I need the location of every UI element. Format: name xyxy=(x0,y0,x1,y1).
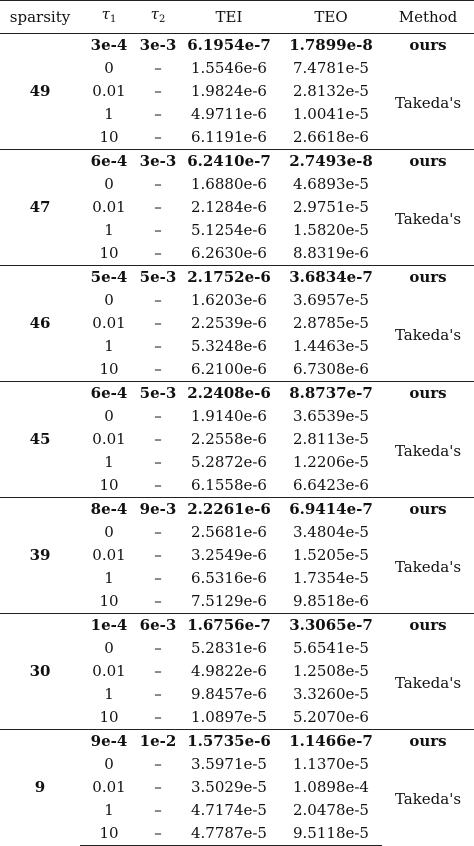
tau2-cell: 5e-3 xyxy=(138,382,178,406)
tei-cell: 3.5971e-5 xyxy=(191,755,267,773)
teo-cell: 1.4463e-5 xyxy=(293,337,369,355)
tei-cell: 6.2410e-7 xyxy=(178,150,280,174)
method-cell-ours: ours xyxy=(382,382,474,406)
header-tau2 xyxy=(138,1,178,34)
tau2-cell: – xyxy=(154,569,162,587)
tau1-cell: 10 xyxy=(99,592,119,610)
tau2-cell: – xyxy=(138,822,178,846)
sparsity-cell: 39 xyxy=(0,498,80,614)
tau1-cell: 0.01 xyxy=(92,82,126,100)
teo-cell: 5.6541e-5 xyxy=(293,639,369,657)
tei-cell: 5.2872e-6 xyxy=(191,453,267,471)
sparsity-group xyxy=(0,34,474,150)
tau2-cell: – xyxy=(154,592,162,610)
teo-cell: 3.6834e-7 xyxy=(280,266,382,290)
ours-row xyxy=(0,730,474,754)
tei-cell: 7.5129e-6 xyxy=(191,592,267,610)
teo-cell: 2.8785e-5 xyxy=(293,314,369,332)
teo-cell: 1.5820e-5 xyxy=(293,221,369,239)
teo-cell: 2.6618e-6 xyxy=(293,128,369,146)
tau2-cell: – xyxy=(154,778,162,796)
tau1-cell: 1 xyxy=(104,569,114,587)
tau1-cell: 0 xyxy=(104,639,114,657)
tau2-cell: – xyxy=(154,337,162,355)
tau1-cell: 3e-4 xyxy=(80,34,138,58)
method-cell-takeda: Takeda's xyxy=(394,557,462,576)
teo-cell: 2.0478e-5 xyxy=(293,801,369,819)
tau2-cell: – xyxy=(154,685,162,703)
method-cell-ours: ours xyxy=(382,150,474,174)
tei-cell: 1.0897e-5 xyxy=(191,708,267,726)
tau2-cell: – xyxy=(154,198,162,216)
tei-cell: 5.1254e-6 xyxy=(191,221,267,239)
tei-cell: 6.2630e-6 xyxy=(191,244,267,262)
tau2-cell: – xyxy=(154,430,162,448)
tau2-cell: – xyxy=(154,476,162,494)
sparsity-cell: 46 xyxy=(0,266,80,382)
sparsity-cell: 30 xyxy=(0,614,80,730)
tau2-cell: – xyxy=(154,175,162,193)
tau2-cell: 1e-2 xyxy=(138,730,178,754)
teo-cell: 1.2508e-5 xyxy=(293,662,369,680)
method-cell-takeda: Takeda's xyxy=(394,93,462,112)
tei-cell: 5.3248e-6 xyxy=(191,337,267,355)
tau1-cell: 0 xyxy=(104,407,114,425)
tei-cell: 1.5735e-6 xyxy=(178,730,280,754)
teo-cell: 5.2070e-6 xyxy=(293,708,369,726)
tei-cell: 2.5681e-6 xyxy=(191,523,267,541)
teo-cell: 8.8319e-6 xyxy=(293,244,369,262)
teo-cell: 3.3065e-7 xyxy=(280,614,382,638)
teo-cell: 1.5205e-5 xyxy=(293,546,369,564)
teo-cell: 8.8737e-7 xyxy=(280,382,382,406)
tau2-cell: 6e-3 xyxy=(138,614,178,638)
tau1-cell: 10 xyxy=(99,476,119,494)
tei-cell: 2.2539e-6 xyxy=(191,314,267,332)
tau2-cell: – xyxy=(154,708,162,726)
method-cell-takeda: Takeda's xyxy=(394,441,462,460)
tau2-cell: – xyxy=(154,105,162,123)
tei-cell: 6.1558e-6 xyxy=(191,476,267,494)
tau1-cell: 6e-4 xyxy=(80,150,138,174)
tau2-cell: 5e-3 xyxy=(138,266,178,290)
tau1-cell: 1 xyxy=(104,337,114,355)
teo-cell: 1.1370e-5 xyxy=(293,755,369,773)
header-tau1 xyxy=(80,1,138,34)
tau1-cell: 8e-4 xyxy=(80,498,138,522)
tei-cell: 4.9822e-6 xyxy=(191,662,267,680)
tau2-cell: – xyxy=(154,221,162,239)
tau1-cell: 1 xyxy=(104,105,114,123)
method-cell-takeda: Takeda's xyxy=(394,673,462,692)
tau1-cell: 10 xyxy=(99,360,119,378)
sparsity-cell: 49 xyxy=(0,34,80,150)
method-cell-takeda: Takeda's xyxy=(394,789,462,808)
tei-cell: 1.6203e-6 xyxy=(191,291,267,309)
tei-cell: 6.1191e-6 xyxy=(191,128,267,146)
tau2-cell: – xyxy=(154,755,162,773)
tau2-cell: – xyxy=(154,801,162,819)
teo-cell: 2.8113e-5 xyxy=(293,430,369,448)
tau2-cell: – xyxy=(154,128,162,146)
tei-cell: 1.6756e-7 xyxy=(178,614,280,638)
tau1-cell: 0 xyxy=(104,755,114,773)
tei-cell: 6.2100e-6 xyxy=(191,360,267,378)
tau2-cell: – xyxy=(154,291,162,309)
tau1-cell: 10 xyxy=(80,822,138,846)
tau2-subscript: 2 xyxy=(158,14,166,25)
teo-cell: 3.6539e-5 xyxy=(293,407,369,425)
tau1-cell: 0 xyxy=(104,291,114,309)
teo-cell: 3.6957e-5 xyxy=(293,291,369,309)
tau1-cell: 10 xyxy=(99,244,119,262)
tei-cell: 2.2408e-6 xyxy=(178,382,280,406)
teo-cell: 9.5118e-5 xyxy=(280,822,382,846)
method-cell-takeda: Takeda's xyxy=(394,325,462,344)
teo-cell: 1.0898e-4 xyxy=(293,778,369,796)
tei-cell: 4.7787e-5 xyxy=(178,822,280,846)
teo-cell: 3.4804e-5 xyxy=(293,523,369,541)
tau1-cell: 0.01 xyxy=(92,546,126,564)
teo-cell: 2.9751e-5 xyxy=(293,198,369,216)
tau2-cell: – xyxy=(154,546,162,564)
tei-cell: 5.2831e-6 xyxy=(191,639,267,657)
tau1-cell: 1 xyxy=(104,801,114,819)
tau2-symbol: τ xyxy=(150,5,159,23)
tei-cell: 1.9824e-6 xyxy=(191,82,267,100)
teo-cell: 4.6893e-5 xyxy=(293,175,369,193)
tau1-subscript: 1 xyxy=(109,14,117,25)
tei-cell: 4.9711e-6 xyxy=(191,105,267,123)
tau1-cell: 0 xyxy=(104,523,114,541)
sparsity-cell: 47 xyxy=(0,150,80,266)
tau1-cell: 1 xyxy=(104,453,114,471)
tau1-cell: 5e-4 xyxy=(80,266,138,290)
tau1-cell: 0.01 xyxy=(92,662,126,680)
tau2-cell: 3e-3 xyxy=(138,34,178,58)
teo-cell: 2.8132e-5 xyxy=(293,82,369,100)
tau2-cell: – xyxy=(154,639,162,657)
ours-row xyxy=(0,266,474,290)
method-cell-ours: ours xyxy=(382,498,474,522)
tei-cell: 1.6880e-6 xyxy=(191,175,267,193)
sparsity-group xyxy=(0,382,474,498)
tei-cell: 2.2261e-6 xyxy=(178,498,280,522)
teo-cell: 9.8518e-6 xyxy=(293,592,369,610)
tau1-symbol: τ xyxy=(101,5,110,23)
tei-cell: 2.1284e-6 xyxy=(191,198,267,216)
tau1-cell: 10 xyxy=(99,708,119,726)
tei-cell: 6.5316e-6 xyxy=(191,569,267,587)
teo-cell: 6.7308e-6 xyxy=(293,360,369,378)
tau2-cell: – xyxy=(154,523,162,541)
tau2-cell: – xyxy=(154,244,162,262)
tei-cell: 4.7174e-5 xyxy=(191,801,267,819)
method-cell-ours: ours xyxy=(382,730,474,754)
sparsity-group xyxy=(0,614,474,730)
ours-row xyxy=(0,382,474,406)
sparsity-group xyxy=(0,498,474,614)
teo-cell: 7.4781e-5 xyxy=(293,59,369,77)
teo-cell: 1.0041e-5 xyxy=(293,105,369,123)
tau1-cell: 0.01 xyxy=(92,430,126,448)
tau2-cell: 9e-3 xyxy=(138,498,178,522)
teo-cell: 1.7354e-5 xyxy=(293,569,369,587)
method-cell-ours: ours xyxy=(382,266,474,290)
ours-row xyxy=(0,614,474,638)
tau1-cell: 6e-4 xyxy=(80,382,138,406)
tau1-cell: 0 xyxy=(104,175,114,193)
tau2-cell: – xyxy=(154,314,162,332)
tau1-cell: 1 xyxy=(104,685,114,703)
teo-cell: 6.9414e-7 xyxy=(280,498,382,522)
tau2-cell: – xyxy=(154,360,162,378)
tei-cell: 3.5029e-5 xyxy=(191,778,267,796)
header-teo: TEO xyxy=(280,1,382,34)
ours-row xyxy=(0,150,474,174)
teo-cell: 1.7899e-8 xyxy=(280,34,382,58)
tau2-cell: – xyxy=(154,82,162,100)
header-sparsity: sparsity xyxy=(0,1,80,34)
tei-cell: 1.9140e-6 xyxy=(191,407,267,425)
teo-cell: 3.3260e-5 xyxy=(293,685,369,703)
sparsity-cell: 9 xyxy=(0,730,80,846)
tei-cell: 2.2558e-6 xyxy=(191,430,267,448)
tau1-cell: 10 xyxy=(99,128,119,146)
sparsity-group xyxy=(0,150,474,266)
method-cell-takeda: Takeda's xyxy=(394,209,462,228)
method-cell-ours: ours xyxy=(382,614,474,638)
header-row xyxy=(0,1,474,34)
tau2-cell: – xyxy=(154,453,162,471)
teo-cell: 1.1466e-7 xyxy=(280,730,382,754)
teo-cell: 1.2206e-5 xyxy=(293,453,369,471)
tau1-cell: 1 xyxy=(104,221,114,239)
teo-cell: 2.7493e-8 xyxy=(280,150,382,174)
tau1-cell: 0.01 xyxy=(92,778,126,796)
tau2-cell: – xyxy=(154,407,162,425)
tau1-cell: 0.01 xyxy=(92,314,126,332)
tau2-cell: – xyxy=(154,59,162,77)
sparsity-group xyxy=(0,730,474,846)
tau1-cell: 1e-4 xyxy=(80,614,138,638)
header-tei: TEI xyxy=(178,1,280,34)
tei-cell: 9.8457e-6 xyxy=(191,685,267,703)
ours-row xyxy=(0,498,474,522)
table-header xyxy=(0,1,474,34)
header-method: Method xyxy=(382,1,474,34)
ours-row xyxy=(0,34,474,58)
tei-cell: 2.1752e-6 xyxy=(178,266,280,290)
sparsity-group xyxy=(0,266,474,382)
tau2-cell: – xyxy=(154,662,162,680)
tei-cell: 3.2549e-6 xyxy=(191,546,267,564)
tau1-cell: 0.01 xyxy=(92,198,126,216)
sparsity-cell: 45 xyxy=(0,382,80,498)
tau1-cell: 0 xyxy=(104,59,114,77)
tei-cell: 6.1954e-7 xyxy=(178,34,280,58)
method-cell-ours: ours xyxy=(382,34,474,58)
tau1-cell: 9e-4 xyxy=(80,730,138,754)
teo-cell: 6.6423e-6 xyxy=(293,476,369,494)
tau2-cell: 3e-3 xyxy=(138,150,178,174)
tei-cell: 1.5546e-6 xyxy=(191,59,267,77)
